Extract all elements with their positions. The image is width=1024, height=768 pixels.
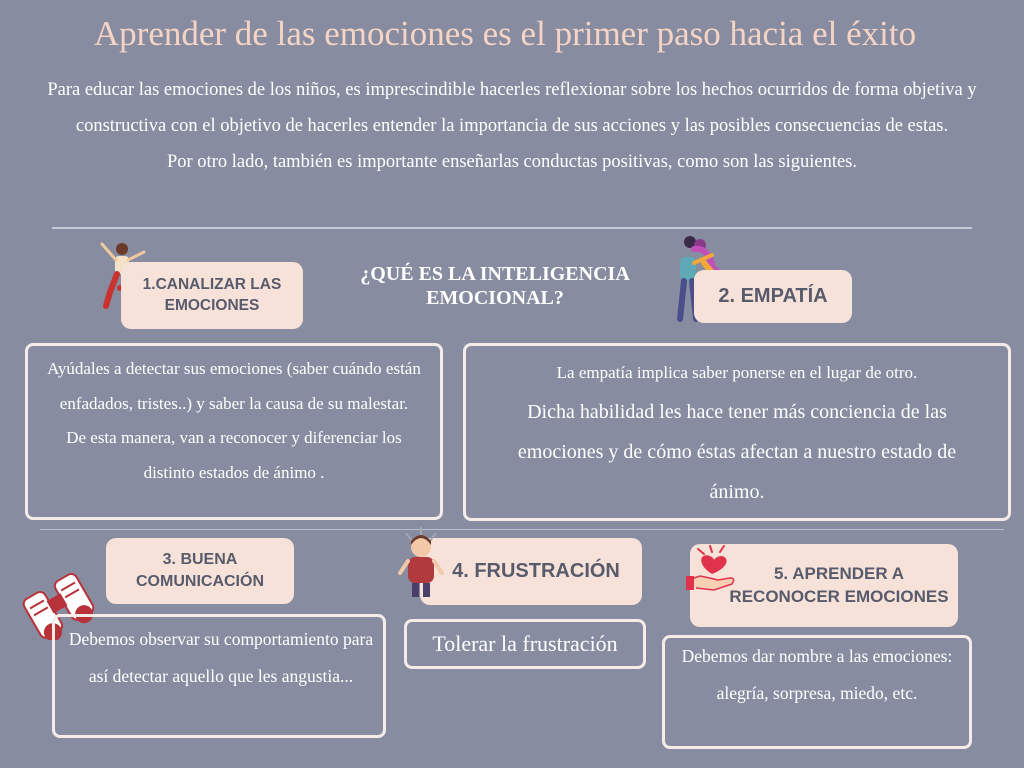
section-3-title-line-2: COMUNICACIÓN xyxy=(136,573,264,590)
center-question xyxy=(330,262,660,310)
section-3-box xyxy=(52,614,386,738)
intro-paragraph-2: Por otro lado, también es importante enseñarlas conductas positivas, como son las siguientes. xyxy=(166,152,857,172)
section-2-box xyxy=(463,343,1011,521)
section-3-title xyxy=(106,538,294,604)
center-question-line-1: ¿QUÉ ES LA INTELIGENCIA xyxy=(360,263,630,285)
section-1-title-line-1: 1.CANALIZAR LAS xyxy=(142,275,282,293)
section-5-title-line-2: RECONOCER EMOCIONES xyxy=(729,586,949,606)
section-1-box xyxy=(25,343,443,520)
section-2-text-2: Dicha habilidad les hace tener más conciencia de las emociones y de cómo éstas afectan a nuestro estado de ánimo. xyxy=(517,401,957,503)
section-2-title: 2. EMPATÍA xyxy=(694,270,852,323)
top-divider xyxy=(52,227,972,229)
section-1-title xyxy=(121,262,303,329)
section-4-box xyxy=(404,619,646,669)
section-1-text-1: Ayúdales a detectar sus emociones (saber cuándo están enfadados, tristes..) y saber la causa de su malestar. xyxy=(47,359,421,413)
section-3-title-line-1: 3. BUENA xyxy=(162,551,238,569)
intro-paragraph-1: Para educar las emociones de los niños, es imprescindible hacerles reflexionar sobre los hechos ocurridos de forma objetiva y constructiva con el objetivo de hacerles entender la importancia de sus acciones y las posibles consecuencias de estas. xyxy=(47,80,977,136)
upset-child-icon xyxy=(396,527,446,599)
page-title: Aprender de las emociones es el primer paso hacia el éxito xyxy=(93,14,917,53)
intro-text xyxy=(20,72,1004,180)
section-2-text-1: La empatía implica saber ponerse en el lugar de otro. xyxy=(556,363,918,382)
heart-in-hand-icon xyxy=(686,544,738,594)
section-1-title-line-2: EMOCIONES xyxy=(164,296,260,314)
section-5-text: Debemos dar nombre a las emociones: alegría, sorpresa, miedo, etc. xyxy=(681,646,953,703)
section-4-title: 4. FRUSTRACIÓN xyxy=(420,538,642,605)
section-1-text-2: De esta manera, van a reconocer y diferenciar los distinto estados de ánimo . xyxy=(66,428,402,482)
section-4-text: Tolerar la frustración xyxy=(432,631,618,656)
middle-divider xyxy=(40,529,1004,530)
section-3-text: Debemos observar su comportamiento para así detectar aquello que les angustia... xyxy=(68,629,374,686)
center-question-line-2: EMOCIONAL? xyxy=(426,287,564,309)
section-5-box xyxy=(662,635,972,749)
section-5-title-line-1: 5. APRENDER A xyxy=(773,563,905,583)
